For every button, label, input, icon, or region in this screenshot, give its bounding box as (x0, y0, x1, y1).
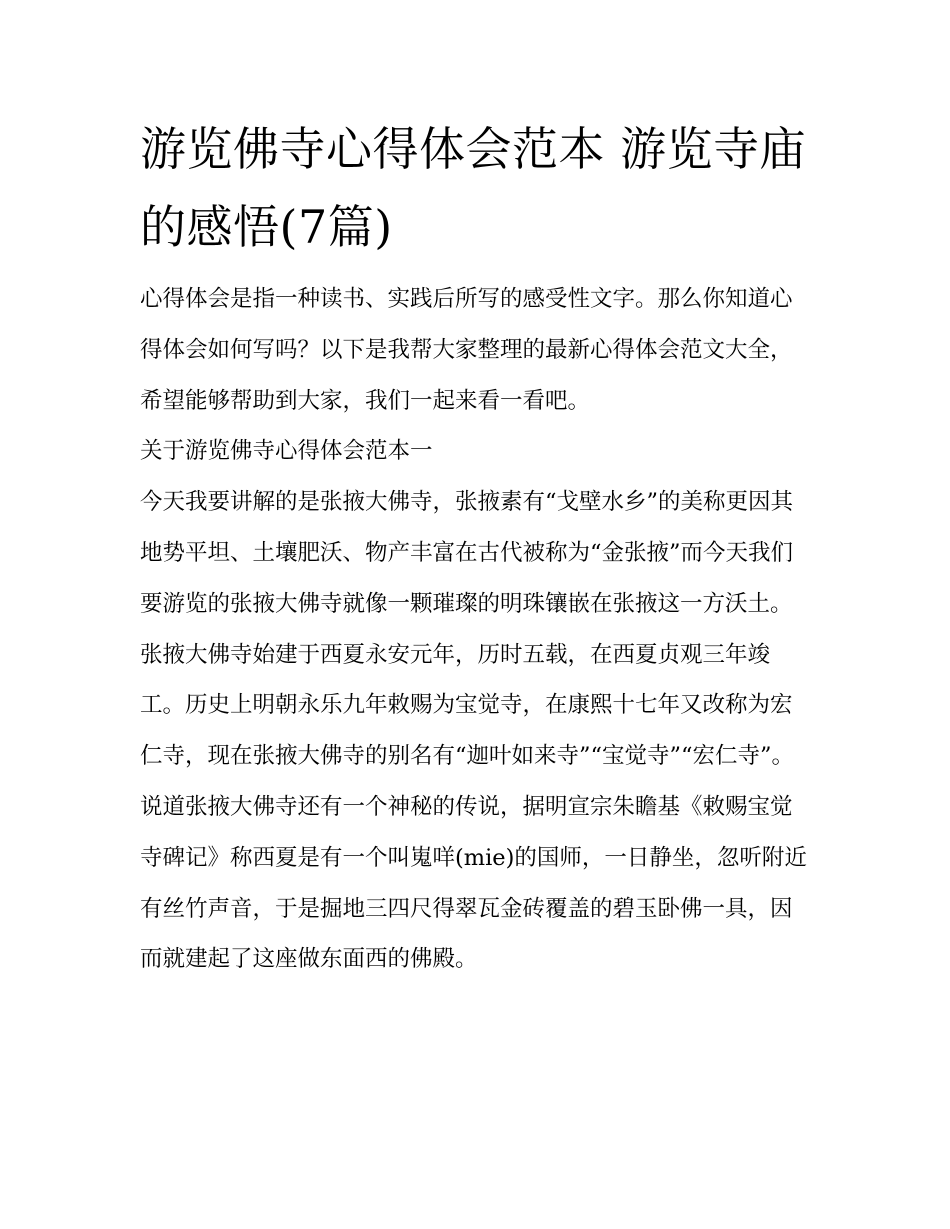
intro-paragraph: 心得体会是指一种读书、实践后所写的感受性文字。那么你知道心得体会如何写吗？以下是我帮大家整理的最新心得体会范文大全，希望能够帮助到大家，我们一起来看一看吧。 (140, 286, 793, 414)
body-paragraph: 张掖大佛寺始建于西夏永安元年，历时五载，在西夏贞观三年竣工。历史上明朝永乐九年敕赐为宝觉寺，在康熙十七年又改称为宏仁寺，现在张掖大佛寺的别名有“迦叶如来寺”“宝觉寺”“宏仁寺”。说道张掖大佛寺还有一个神秘的传说，据明宣宗朱瞻基《敕赐宝觉寺碑记》称西夏是有一个叫嵬咩(mie)的国师，一日静坐，忽听附近有丝竹声音，于是掘地三四尺得翠瓦金砖覆盖的碧玉卧佛一具，因而就建起了这座做东面西的佛殿。 (140, 641, 807, 973)
body-paragraph: 今天我要讲解的是张掖大佛寺，张掖素有“戈壁水乡”的美称更因其地势平坦、土壤肥沃、物产丰富在古代被称为“金张掖”而今天我们要游览的张掖大佛寺就像一颗璀璨的明珠镶嵌在张掖这一方沃土。 (140, 489, 794, 617)
section-heading: 关于游览佛寺心得体会范本一 (140, 438, 433, 465)
document-title: 游览佛寺心得体会范本 游览寺庙的感悟(7篇) (140, 122, 807, 254)
document-page (140, 110, 812, 985)
document-body (140, 274, 812, 985)
